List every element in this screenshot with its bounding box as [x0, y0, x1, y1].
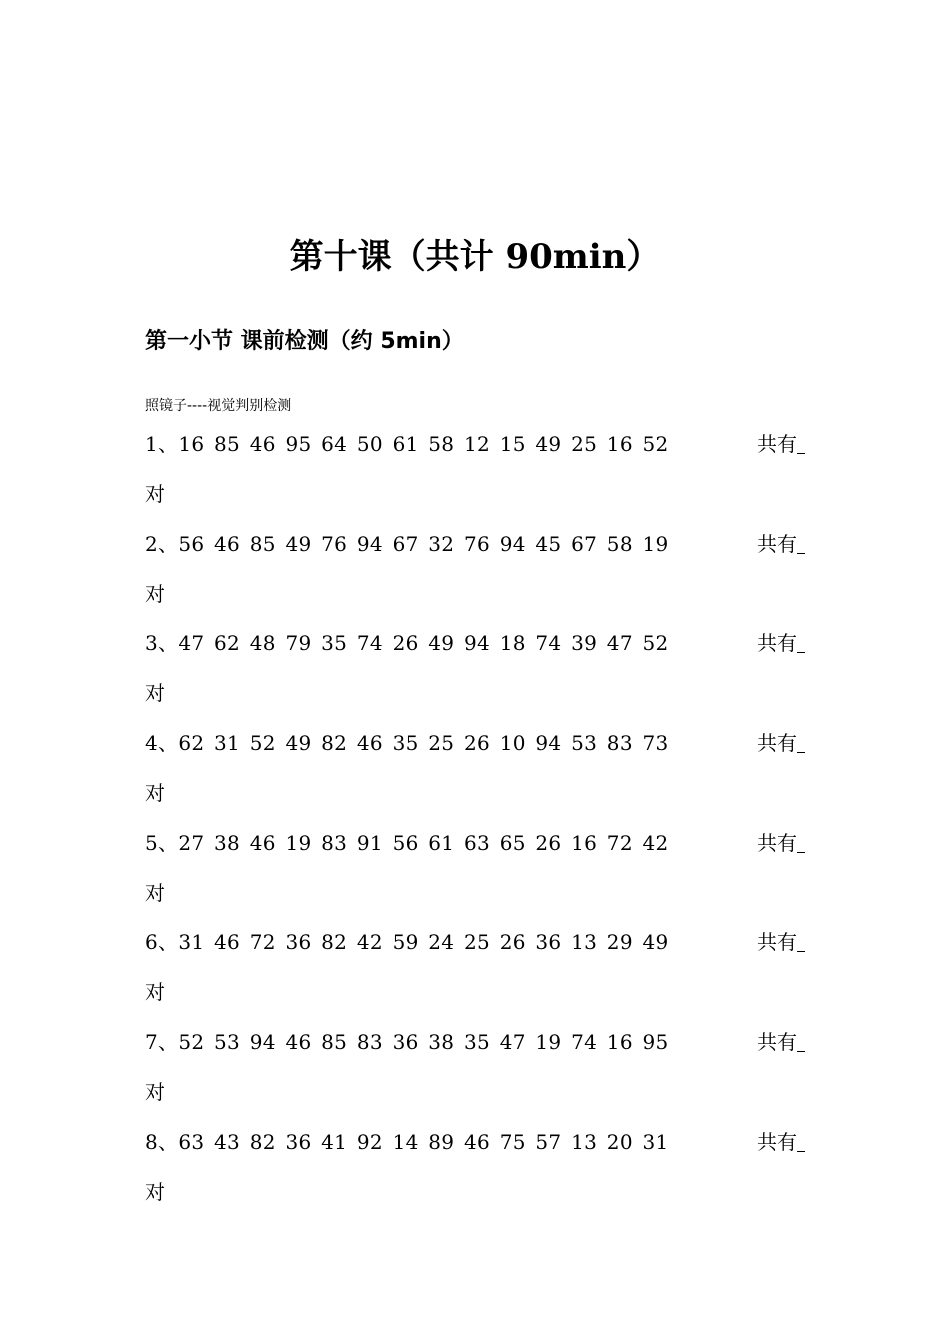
total-label: 共有: [757, 1129, 797, 1154]
answer-blank[interactable]: [797, 553, 805, 554]
exercise-index: 5、: [145, 830, 179, 855]
exercise-index: 2、: [145, 531, 179, 556]
section-heading: 第一小节 课前检测（约 5min）: [145, 329, 464, 354]
exercise-line: [145, 823, 669, 863]
number-sequence: 16 85 46 95 64 50 61 58 12 15 49 25 16 52: [178, 432, 669, 456]
exercise-line: [145, 424, 669, 464]
number-sequence: 62 31 52 49 82 46 35 25 26 10 94 53 83 73: [178, 731, 669, 756]
answer-blank[interactable]: [797, 1151, 805, 1152]
exercise-index: 8、: [145, 1129, 179, 1154]
exercise-line: [145, 1022, 669, 1062]
pair-unit-label: 对: [145, 880, 165, 905]
pair-unit-label: 对: [145, 581, 165, 606]
exercise-index: 4、: [145, 731, 179, 756]
exercise-item: [145, 1122, 810, 1222]
total-label: 共有: [757, 1030, 797, 1055]
number-sequence: 56 46 85 49 76 94 67 32 76 94 45 67 58 19: [178, 531, 669, 556]
number-sequence: 31 46 72 36 82 42 59 24 25 26 36 13 29 49: [178, 930, 669, 955]
lesson-title: 第十课（共计 90min）: [289, 237, 661, 277]
total-label: 共有: [757, 531, 797, 556]
answer-blank[interactable]: [797, 852, 805, 853]
exercise-line: [145, 922, 669, 962]
number-sequence: 52 53 94 46 85 83 36 38 35 47 19 74 16 95: [178, 1030, 669, 1055]
total-label: 共有: [757, 830, 797, 855]
total-label: 共有: [757, 432, 797, 456]
pair-unit-label: 对: [145, 781, 165, 806]
exercise-item: [145, 1022, 810, 1122]
exercise-line: [145, 723, 669, 763]
exercise-subtitle: 照镜子----视觉判别检测: [145, 398, 292, 414]
exercise-item: [145, 424, 810, 524]
exercise-item: [145, 623, 810, 723]
exercise-item: [145, 922, 810, 1022]
answer-blank[interactable]: [797, 752, 805, 753]
number-sequence: 47 62 48 79 35 74 26 49 94 18 74 39 47 52: [178, 631, 669, 656]
exercise-line: [145, 524, 669, 564]
answer-blank[interactable]: [797, 1051, 805, 1052]
exercise-list: [145, 424, 810, 1222]
total-label: 共有: [757, 731, 797, 756]
exercise-index: 3、: [145, 631, 179, 656]
pair-unit-label: 对: [145, 1179, 165, 1204]
pair-unit-label: 对: [145, 681, 165, 706]
exercise-index: 7、: [145, 1030, 179, 1055]
exercise-item: [145, 823, 810, 923]
exercise-index: 6、: [145, 930, 179, 955]
answer-blank[interactable]: [797, 951, 805, 952]
exercise-item: [145, 723, 810, 823]
exercise-line: [145, 623, 669, 663]
number-sequence: 63 43 82 36 41 92 14 89 46 75 57 13 20 31: [178, 1129, 669, 1154]
answer-blank[interactable]: [797, 453, 805, 454]
pair-unit-label: 对: [145, 980, 165, 1005]
exercise-index: 1、: [145, 432, 179, 456]
answer-blank[interactable]: [797, 652, 805, 653]
exercise-line: [145, 1122, 669, 1162]
pair-unit-label: 对: [145, 1080, 165, 1105]
pair-unit-label: 对: [145, 482, 165, 506]
number-sequence: 27 38 46 19 83 91 56 61 63 65 26 16 72 42: [178, 830, 669, 855]
total-label: 共有: [757, 631, 797, 656]
exercise-item: [145, 524, 810, 624]
total-label: 共有: [757, 930, 797, 955]
